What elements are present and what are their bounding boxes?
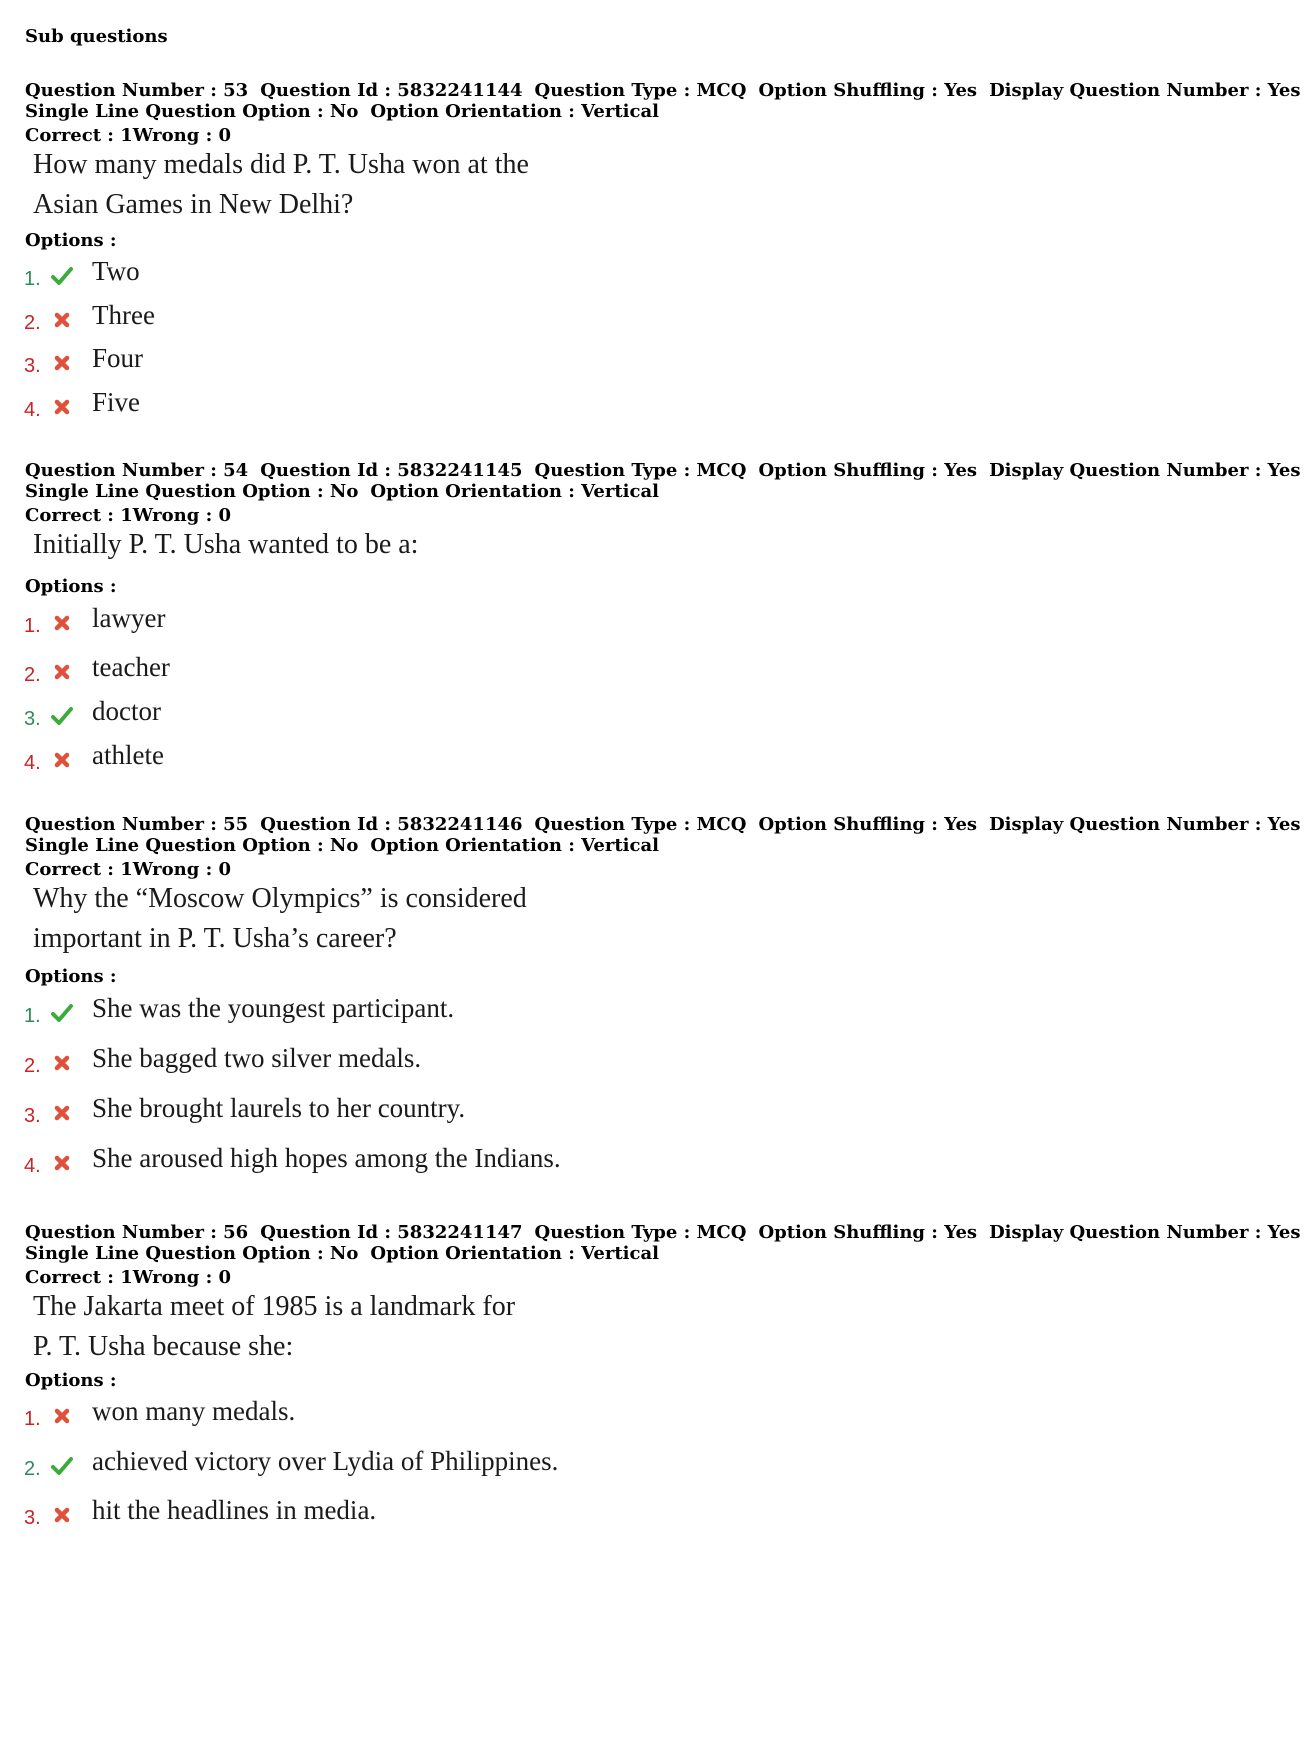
question-type-value: MCQ bbox=[696, 1222, 747, 1243]
option-number: 1. bbox=[24, 268, 41, 290]
question-id-value: 5832241147 bbox=[397, 1222, 523, 1243]
question-text bbox=[33, 145, 529, 225]
question-text-line: How many medals did P. T. Usha won at the bbox=[33, 149, 529, 180]
correct-label: Correct : bbox=[25, 125, 121, 146]
option-number: 2. bbox=[24, 1055, 41, 1077]
question-text-line: Initially P. T. Usha wanted to be a: bbox=[33, 529, 419, 560]
option-item[interactable] bbox=[24, 603, 824, 643]
option-orientation bbox=[370, 481, 659, 502]
wrong-marks bbox=[133, 125, 231, 146]
option-text: lawyer bbox=[92, 603, 166, 633]
single-line-option-label: Single Line Question Option : bbox=[25, 835, 330, 856]
correct-value: 1 bbox=[120, 859, 133, 880]
question-type-value: MCQ bbox=[696, 814, 747, 835]
display-question-number-value: Yes bbox=[1267, 814, 1301, 835]
question-number-label: Question Number : bbox=[25, 1222, 224, 1243]
question-id-label: Question Id : bbox=[260, 814, 398, 835]
option-item[interactable] bbox=[24, 1495, 824, 1535]
correct-label: Correct : bbox=[25, 859, 121, 880]
check-icon bbox=[50, 1454, 74, 1478]
question-id bbox=[260, 80, 522, 101]
option-number: 3. bbox=[24, 355, 41, 377]
question-meta bbox=[25, 460, 1301, 502]
option-orientation-value: Vertical bbox=[581, 481, 659, 502]
cross-icon bbox=[50, 308, 74, 332]
question-type bbox=[535, 1222, 747, 1243]
option-item[interactable] bbox=[24, 652, 824, 692]
single-line-option bbox=[25, 101, 358, 122]
question-type bbox=[535, 814, 747, 835]
wrong-value: 0 bbox=[218, 125, 232, 146]
question-id bbox=[260, 814, 522, 835]
question-meta-line-2 bbox=[25, 481, 1220, 502]
option-text: She brought laurels to her country. bbox=[92, 1093, 466, 1123]
wrong-value: 0 bbox=[218, 505, 232, 526]
option-shuffling bbox=[758, 1222, 977, 1243]
display-question-number-label: Display Question Number : bbox=[989, 814, 1268, 835]
option-shuffling-label: Option Shuffling : bbox=[758, 460, 945, 481]
question-id-value: 5832241144 bbox=[397, 80, 523, 101]
correct-marks bbox=[25, 1267, 133, 1288]
option-text: doctor bbox=[92, 696, 161, 726]
single-line-option bbox=[25, 1243, 358, 1264]
wrong-label: Wrong : bbox=[132, 859, 219, 880]
question-text-line: important in P. T. Usha’s career? bbox=[33, 923, 397, 954]
question-text bbox=[33, 525, 418, 565]
display-question-number bbox=[989, 1222, 1300, 1243]
option-text: achieved victory over Lydia of Philippines. bbox=[92, 1446, 559, 1476]
question-type-label: Question Type : bbox=[534, 460, 697, 481]
question-id-value: 5832241145 bbox=[397, 460, 523, 481]
question-number bbox=[25, 814, 248, 835]
cross-icon bbox=[50, 351, 74, 375]
single-line-option-value: No bbox=[329, 101, 359, 122]
question-number-label: Question Number : bbox=[25, 80, 224, 101]
cross-icon bbox=[50, 611, 74, 635]
question-meta-line-2 bbox=[25, 1243, 1220, 1264]
cross-icon bbox=[50, 1404, 74, 1428]
marks-line bbox=[25, 125, 231, 146]
check-icon bbox=[50, 1001, 74, 1025]
correct-value: 1 bbox=[120, 505, 133, 526]
option-orientation-value: Vertical bbox=[581, 101, 659, 122]
marks-line bbox=[25, 505, 231, 526]
option-number: 3. bbox=[24, 708, 41, 730]
cross-icon bbox=[50, 660, 74, 684]
question-number-value: 54 bbox=[223, 460, 249, 481]
option-number: 3. bbox=[24, 1105, 41, 1127]
option-shuffling-label: Option Shuffling : bbox=[758, 80, 945, 101]
question-id-label: Question Id : bbox=[260, 80, 398, 101]
question-meta-line-1 bbox=[25, 460, 1301, 481]
option-item[interactable] bbox=[24, 387, 824, 427]
single-line-option-value: No bbox=[329, 481, 359, 502]
option-number: 4. bbox=[24, 399, 41, 421]
display-question-number-label: Display Question Number : bbox=[989, 80, 1268, 101]
wrong-label: Wrong : bbox=[132, 505, 219, 526]
single-line-option bbox=[25, 481, 358, 502]
correct-marks bbox=[25, 125, 133, 146]
question-meta bbox=[25, 1222, 1301, 1264]
correct-marks bbox=[25, 859, 133, 880]
question-id-label: Question Id : bbox=[260, 460, 398, 481]
question-number bbox=[25, 1222, 248, 1243]
wrong-marks bbox=[133, 1267, 231, 1288]
correct-label: Correct : bbox=[25, 505, 121, 526]
question-meta bbox=[25, 80, 1301, 122]
options-label: Options : bbox=[25, 230, 117, 251]
correct-marks bbox=[25, 505, 133, 526]
option-orientation-label: Option Orientation : bbox=[370, 835, 582, 856]
display-question-number-label: Display Question Number : bbox=[989, 460, 1268, 481]
option-shuffling bbox=[758, 80, 977, 101]
single-line-option-label: Single Line Question Option : bbox=[25, 481, 330, 502]
question-text-line: P. T. Usha because she: bbox=[33, 1331, 294, 1362]
cross-icon bbox=[50, 1051, 74, 1075]
display-question-number bbox=[989, 814, 1300, 835]
question-text bbox=[33, 879, 527, 959]
question-number bbox=[25, 460, 248, 481]
option-text: Three bbox=[92, 300, 155, 330]
option-item[interactable] bbox=[24, 256, 824, 296]
question-type bbox=[535, 80, 747, 101]
question-text-line: The Jakarta meet of 1985 is a landmark for bbox=[33, 1291, 516, 1322]
page-heading: Sub questions bbox=[25, 26, 168, 47]
single-line-option-label: Single Line Question Option : bbox=[25, 101, 330, 122]
option-shuffling-label: Option Shuffling : bbox=[758, 814, 945, 835]
question-number-label: Question Number : bbox=[25, 460, 224, 481]
cross-icon bbox=[50, 395, 74, 419]
wrong-label: Wrong : bbox=[132, 1267, 219, 1288]
option-orientation-value: Vertical bbox=[581, 1243, 659, 1264]
option-item[interactable] bbox=[24, 1093, 824, 1133]
question-type bbox=[535, 460, 747, 481]
option-text: Two bbox=[92, 256, 140, 286]
option-text: Four bbox=[92, 343, 144, 373]
display-question-number-value: Yes bbox=[1267, 460, 1301, 481]
marks-line bbox=[25, 1267, 231, 1288]
single-line-option-value: No bbox=[329, 1243, 359, 1264]
question-text bbox=[33, 1287, 515, 1367]
correct-value: 1 bbox=[120, 125, 133, 146]
question-text-line: Asian Games in New Delhi? bbox=[33, 189, 354, 220]
option-number: 2. bbox=[24, 664, 41, 686]
single-line-option-value: No bbox=[329, 835, 359, 856]
option-orientation-value: Vertical bbox=[581, 835, 659, 856]
option-number: 4. bbox=[24, 752, 41, 774]
option-number: 3. bbox=[24, 1507, 41, 1529]
correct-value: 1 bbox=[120, 1267, 133, 1288]
question-type-label: Question Type : bbox=[534, 814, 697, 835]
option-orientation-label: Option Orientation : bbox=[370, 481, 582, 502]
wrong-marks bbox=[133, 505, 231, 526]
options-label: Options : bbox=[25, 1370, 117, 1391]
single-line-option bbox=[25, 835, 358, 856]
option-item[interactable] bbox=[24, 1396, 824, 1436]
question-text-line: Why the “Moscow Olympics” is considered bbox=[33, 883, 527, 914]
question-id-label: Question Id : bbox=[260, 1222, 398, 1243]
option-orientation bbox=[370, 1243, 659, 1264]
option-text: won many medals. bbox=[92, 1396, 296, 1426]
question-number-value: 53 bbox=[223, 80, 249, 101]
wrong-value: 0 bbox=[218, 859, 232, 880]
question-meta-line-2 bbox=[25, 101, 1220, 122]
option-orientation-label: Option Orientation : bbox=[370, 101, 582, 122]
question-meta bbox=[25, 814, 1301, 856]
question-id bbox=[260, 1222, 522, 1243]
option-orientation bbox=[370, 101, 659, 122]
option-shuffling-label: Option Shuffling : bbox=[758, 1222, 945, 1243]
display-question-number-value: Yes bbox=[1267, 1222, 1301, 1243]
option-number: 1. bbox=[24, 1408, 41, 1430]
question-id bbox=[260, 460, 522, 481]
question-type-label: Question Type : bbox=[534, 80, 697, 101]
wrong-value: 0 bbox=[218, 1267, 232, 1288]
option-orientation-label: Option Orientation : bbox=[370, 1243, 582, 1264]
display-question-number bbox=[989, 460, 1300, 481]
option-shuffling-value: Yes bbox=[944, 460, 978, 481]
question-id-value: 5832241146 bbox=[397, 814, 523, 835]
option-text: She aroused high hopes among the Indians. bbox=[92, 1143, 561, 1173]
cross-icon bbox=[50, 748, 74, 772]
option-number: 1. bbox=[24, 615, 41, 637]
option-text: Five bbox=[92, 387, 141, 417]
question-meta-line-1 bbox=[25, 1222, 1301, 1243]
option-number: 1. bbox=[24, 1005, 41, 1027]
options-label: Options : bbox=[25, 576, 117, 597]
check-icon bbox=[50, 704, 74, 728]
option-text: athlete bbox=[92, 740, 164, 770]
marks-line bbox=[25, 859, 231, 880]
wrong-marks bbox=[133, 859, 231, 880]
question-type-value: MCQ bbox=[696, 80, 747, 101]
option-text: She was the youngest participant. bbox=[92, 993, 455, 1023]
option-item[interactable] bbox=[24, 740, 824, 780]
option-number: 2. bbox=[24, 312, 41, 334]
display-question-number bbox=[989, 80, 1300, 101]
option-text: hit the headlines in media. bbox=[92, 1495, 377, 1525]
option-item[interactable] bbox=[24, 1446, 824, 1486]
option-shuffling-value: Yes bbox=[944, 814, 978, 835]
question-meta-line-2 bbox=[25, 835, 1220, 856]
option-orientation bbox=[370, 835, 659, 856]
check-icon bbox=[50, 264, 74, 288]
question-number bbox=[25, 80, 248, 101]
single-line-option-label: Single Line Question Option : bbox=[25, 1243, 330, 1264]
question-number-label: Question Number : bbox=[25, 814, 224, 835]
cross-icon bbox=[50, 1503, 74, 1527]
option-item[interactable] bbox=[24, 1043, 824, 1083]
option-text: teacher bbox=[92, 652, 170, 682]
question-number-value: 55 bbox=[223, 814, 249, 835]
options-label: Options : bbox=[25, 966, 117, 987]
option-shuffling-value: Yes bbox=[944, 80, 978, 101]
cross-icon bbox=[50, 1101, 74, 1125]
option-number: 2. bbox=[24, 1458, 41, 1480]
question-number-value: 56 bbox=[223, 1222, 249, 1243]
option-shuffling-value: Yes bbox=[944, 1222, 978, 1243]
question-type-value: MCQ bbox=[696, 460, 747, 481]
option-item[interactable] bbox=[24, 993, 824, 1033]
option-item[interactable] bbox=[24, 1143, 824, 1183]
wrong-label: Wrong : bbox=[132, 125, 219, 146]
correct-label: Correct : bbox=[25, 1267, 121, 1288]
option-item[interactable] bbox=[24, 696, 824, 736]
cross-icon bbox=[50, 1151, 74, 1175]
option-shuffling bbox=[758, 460, 977, 481]
option-shuffling bbox=[758, 814, 977, 835]
display-question-number-value: Yes bbox=[1267, 80, 1301, 101]
option-item[interactable] bbox=[24, 300, 824, 340]
question-meta-line-1 bbox=[25, 80, 1301, 101]
display-question-number-label: Display Question Number : bbox=[989, 1222, 1268, 1243]
option-item[interactable] bbox=[24, 343, 824, 383]
question-type-label: Question Type : bbox=[534, 1222, 697, 1243]
question-meta-line-1 bbox=[25, 814, 1301, 835]
option-text: She bagged two silver medals. bbox=[92, 1043, 422, 1073]
option-number: 4. bbox=[24, 1155, 41, 1177]
